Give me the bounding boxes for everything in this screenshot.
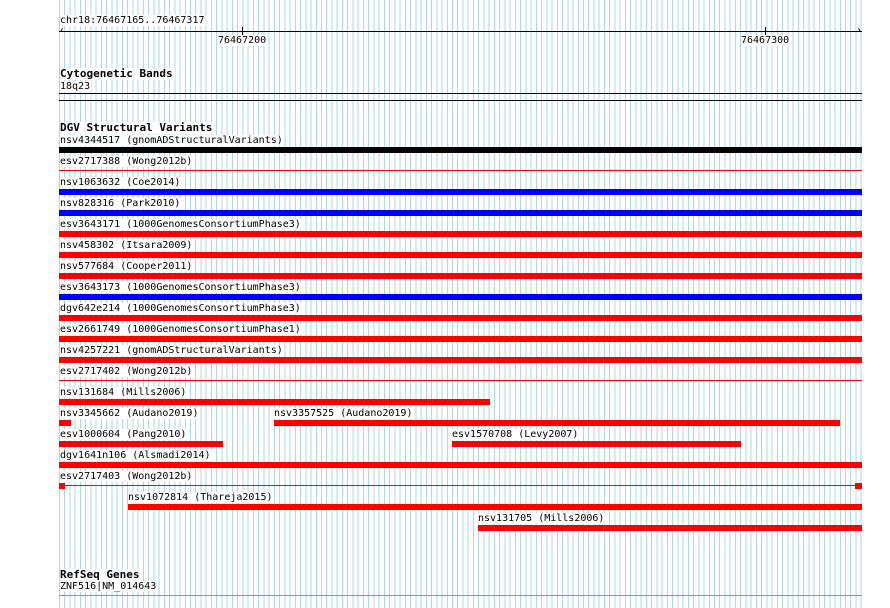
right-margin xyxy=(862,0,890,608)
variant-label[interactable]: nsv4344517 (gnomADStructuralVariants) xyxy=(60,135,283,146)
variant-label[interactable]: nsv577684 (Cooper2011) xyxy=(60,261,193,272)
variant-bar-nsv3357525[interactable] xyxy=(274,420,840,426)
variant-label[interactable]: esv1570708 (Levy2007) xyxy=(452,429,579,440)
ruler-line[interactable] xyxy=(59,31,862,32)
variant-bar-nsv131705[interactable] xyxy=(478,525,862,531)
cytoband-band-line[interactable] xyxy=(59,93,862,94)
variant-bar-nsv1072814[interactable] xyxy=(128,504,862,510)
variant-label[interactable]: nsv3345662 (Audano2019) xyxy=(60,408,199,419)
variant-bar-dgv1641n106[interactable] xyxy=(59,462,862,468)
variant-label[interactable]: esv2717402 (Wong2012b) xyxy=(60,366,193,377)
variant-label[interactable]: esv2661749 (1000GenomesConsortiumPhase1) xyxy=(60,324,301,335)
left-margin xyxy=(0,0,59,608)
cytoband-label[interactable]: 18q23 xyxy=(60,81,91,92)
variant-bar-nsv458302[interactable] xyxy=(59,252,862,258)
variant-label[interactable]: nsv458302 (Itsara2009) xyxy=(60,240,193,251)
track-divider xyxy=(59,100,862,101)
cytoband-track-title[interactable]: Cytogenetic Bands xyxy=(60,67,173,80)
variant-bar-dgv642e214[interactable] xyxy=(59,315,862,321)
variant-bar-esv2717403-left-block[interactable] xyxy=(59,483,65,489)
variant-label[interactable]: nsv828316 (Park2010) xyxy=(60,198,181,209)
variant-bar-esv2717402[interactable] xyxy=(59,380,862,381)
variant-label[interactable]: nsv131705 (Mills2006) xyxy=(478,513,605,524)
variant-bar-nsv4257221[interactable] xyxy=(59,357,862,363)
variant-label[interactable]: esv3643173 (1000GenomesConsortiumPhase3) xyxy=(60,282,301,293)
variant-bar-esv1570708[interactable] xyxy=(452,441,741,447)
variant-label[interactable]: nsv3357525 (Audano2019) xyxy=(274,408,413,419)
refseq-gene-line[interactable] xyxy=(59,595,862,596)
variant-bar-nsv131684[interactable] xyxy=(59,399,490,405)
variant-bar-nsv3345662[interactable] xyxy=(59,420,71,426)
variant-bar-esv2717403[interactable] xyxy=(59,485,862,486)
variant-label[interactable]: nsv131684 (Mills2006) xyxy=(60,387,187,398)
refseq-gene-label[interactable]: ZNF516|NM_014643 xyxy=(60,581,157,592)
variant-label[interactable]: dgv642e214 (1000GenomesConsortiumPhase3) xyxy=(60,303,301,314)
ruler-tick-label: 76467200 xyxy=(218,35,267,46)
variant-label[interactable]: esv2717388 (Wong2012b) xyxy=(60,156,193,167)
variant-bar-esv3643171[interactable] xyxy=(59,231,862,237)
variant-bar-esv2661749[interactable] xyxy=(59,336,862,342)
variant-label[interactable]: nsv1063632 (Coe2014) xyxy=(60,177,181,188)
variant-bar-esv2717403-right-block[interactable] xyxy=(855,483,862,489)
ruler-tick-label: 76467300 xyxy=(741,35,790,46)
variant-label[interactable]: nsv1072814 (Thareja2015) xyxy=(128,492,273,503)
variant-label[interactable]: esv3643171 (1000GenomesConsortiumPhase3) xyxy=(60,219,301,230)
ruler-left-arrow-icon[interactable]: ‹ xyxy=(59,25,66,36)
variant-bar-nsv577684[interactable] xyxy=(59,273,862,279)
ruler-right-arrow-icon[interactable]: › xyxy=(856,25,863,36)
variant-bar-esv3643173[interactable] xyxy=(59,294,862,300)
variant-bar-nsv4344517[interactable] xyxy=(59,147,862,153)
variant-label[interactable]: dgv1641n106 (Alsmadi2014) xyxy=(60,450,211,461)
variant-label[interactable]: esv2717403 (Wong2012b) xyxy=(60,471,193,482)
variant-bar-esv2717388[interactable] xyxy=(59,170,862,171)
region-label: chr18:76467165..76467317 xyxy=(60,15,205,26)
refseq-track-title[interactable]: RefSeq Genes xyxy=(60,568,140,581)
variant-bar-nsv828316[interactable] xyxy=(59,210,862,216)
dgv-track-title[interactable]: DGV Structural Variants xyxy=(60,121,213,134)
variant-bar-nsv1063632[interactable] xyxy=(59,189,862,195)
variant-label[interactable]: esv1000604 (Pang2010) xyxy=(60,429,187,440)
variant-bar-esv1000604[interactable] xyxy=(59,441,223,447)
variant-label[interactable]: nsv4257221 (gnomADStructuralVariants) xyxy=(60,345,283,356)
